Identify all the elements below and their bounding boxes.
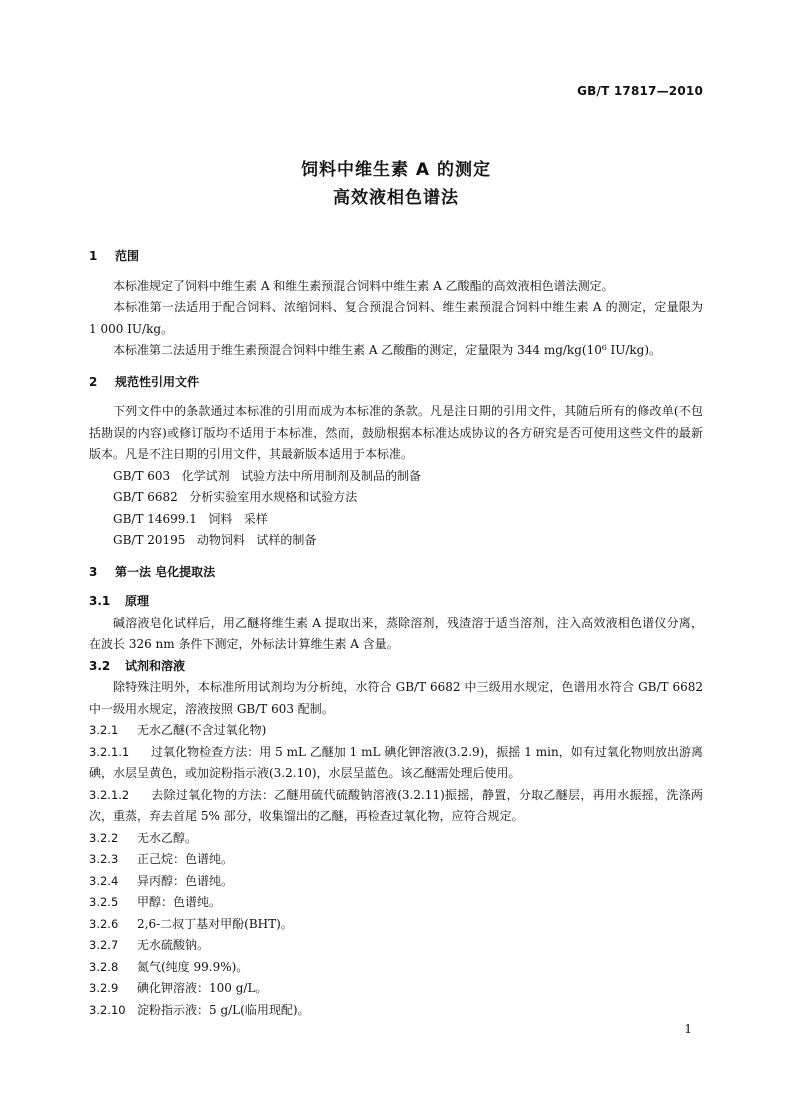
reagent-item [89, 935, 703, 957]
reagent-item [89, 720, 703, 742]
item-number: 3.2.1.2 [89, 787, 130, 802]
reference-item: GB/T 6682 分析实验室用水规格和试验方法 [113, 490, 358, 504]
item-text: 甲醇：色谱纯。 [137, 895, 222, 909]
reagent-item [89, 957, 703, 979]
reagent-item [89, 785, 703, 828]
item-text: 氮气(纯度 99.9%)。 [137, 959, 249, 974]
item-number: 3.2.10 [89, 1002, 126, 1017]
item-number: 3.2.7 [89, 938, 119, 952]
item-number: 3.2.8 [89, 959, 119, 974]
item-text: 异丙醇：色谱纯。 [137, 873, 234, 888]
reagent-item [89, 892, 703, 914]
paragraph: 下列文件中的条款通过本标准的引用而成为本标准的条款。凡是注日期的引用文件，其随后所有的修改单(不包括勘误的内容)或修订版均不适用于本标准，然而，鼓励根据本标准达成协议的各方研究是否可使用这些文件的最新版本。凡是不注日期的引用文件，其最新版本适用于本标准。 [89, 404, 703, 461]
section-heading-scope [89, 246, 703, 268]
item-text: 正己烷：色谱纯。 [137, 852, 234, 866]
item-text: 无水乙醚(不含过氧化物) [137, 723, 267, 737]
reagent-item [89, 1000, 703, 1022]
section-number: 1 [89, 249, 98, 263]
item-number: 3.2.9 [89, 981, 119, 995]
document-body [89, 246, 703, 1021]
reagent-item [89, 742, 703, 785]
section-title: 第一法 皂化提取法 [115, 564, 216, 579]
section-number: 2 [89, 374, 98, 389]
section-number: 3 [89, 564, 98, 579]
item-number: 3.2.6 [89, 916, 119, 931]
page-number: 1 [684, 1022, 692, 1036]
section-heading-normative-references [89, 372, 703, 394]
item-text: 2,6-二叔丁基对甲酚(BHT)。 [137, 916, 293, 931]
section-title: 范围 [115, 249, 140, 263]
item-number: 3.2.1 [89, 723, 119, 737]
standard-code: GB/T 17817—2010 [577, 84, 703, 98]
reference-item: GB/T 14699.1 饲料 采样 [113, 511, 268, 526]
paragraph: 本标准第二法适用于维生素预混合饲料中维生素 A 乙酸酯的测定，定量限为 344 mg/kg(10⁶ IU/kg)。 [113, 343, 661, 357]
item-number: 3.2.5 [89, 895, 119, 909]
reference-item: GB/T 603 化学试剂 试验方法中所用制剂及制品的制备 [113, 468, 422, 483]
item-text: 过氧化物检查方法：用 5 mL 乙醚加 1 mL 碘化钾溶液(3.2.9)，振摇 1 min，如有过氧化物则放出游离碘，水层呈黄色，或加淀粉指示液(3.2.10)，水层呈蓝色。该乙醚需处理后使用。 [89, 744, 703, 780]
item-number: 3.2.1.1 [89, 744, 130, 759]
item-text: 去除过氧化物的方法：乙醚用硫代硫酸钠溶液(3.2.11)振摇，静置，分取乙醚层，再用水振摇，洗涤两次，重蒸，弃去首尾 5% 部分，收集馏出的乙醚，再检查过氧化物，应符合规定。 [89, 787, 703, 823]
item-number: 3.2.3 [89, 852, 119, 866]
subsection-title: 试剂和溶液 [125, 658, 186, 673]
document-title: 饲料中维生素 A 的测定 [301, 160, 491, 180]
reagent-item [89, 828, 703, 850]
reagent-item [89, 978, 703, 1000]
item-text: 无水乙醇。 [137, 830, 198, 845]
subsection-heading-reagents [89, 656, 703, 678]
paragraph: 本标准规定了饲料中维生素 A 和维生素预混合饲料中维生素 A 乙酸酯的高效液相色谱法测定。 [113, 278, 614, 293]
item-text: 碘化钾溶液：100 g/L。 [137, 981, 268, 995]
item-number: 3.2.2 [89, 830, 119, 845]
item-number: 3.2.4 [89, 873, 119, 888]
section-heading-method-one [89, 562, 703, 584]
reagent-item [89, 849, 703, 871]
section-title: 规范性引用文件 [115, 374, 200, 389]
subsection-title: 原理 [125, 594, 150, 608]
paragraph: 除特殊注明外，本标准所用试剂均为分析纯，水符合 GB/T 6682 中三级用水规定，色谱用水符合 GB/T 6682 中一级用水规定，溶液按照 GB/T 603 配制。 [89, 680, 703, 716]
reference-item: GB/T 20195 动物饲料 试样的制备 [113, 533, 317, 547]
subsection-number: 3.2 [89, 658, 111, 673]
reagent-item [89, 914, 703, 936]
reagent-item [89, 871, 703, 893]
subsection-number: 3.1 [89, 594, 111, 608]
subsection-heading-principle [89, 591, 703, 613]
item-text: 淀粉指示液：5 g/L(临用现配)。 [137, 1002, 310, 1017]
document-subtitle: 高效液相色谱法 [333, 188, 459, 208]
paragraph: 本标准第一法适用于配合饲料、浓缩饲料、复合预混合饲料、维生素预混合饲料中维生素 A 的测定，定量限为 1 000 IU/kg。 [89, 300, 703, 336]
paragraph: 碱溶液皂化试样后，用乙醚将维生素 A 提取出来，蒸除溶剂，残渣溶于适当溶剂，注入高效液相色谱仪分离，在波长 326 nm 条件下测定，外标法计算维生素 A 含量。 [89, 615, 703, 651]
item-text: 无水硫酸钠。 [137, 938, 210, 952]
